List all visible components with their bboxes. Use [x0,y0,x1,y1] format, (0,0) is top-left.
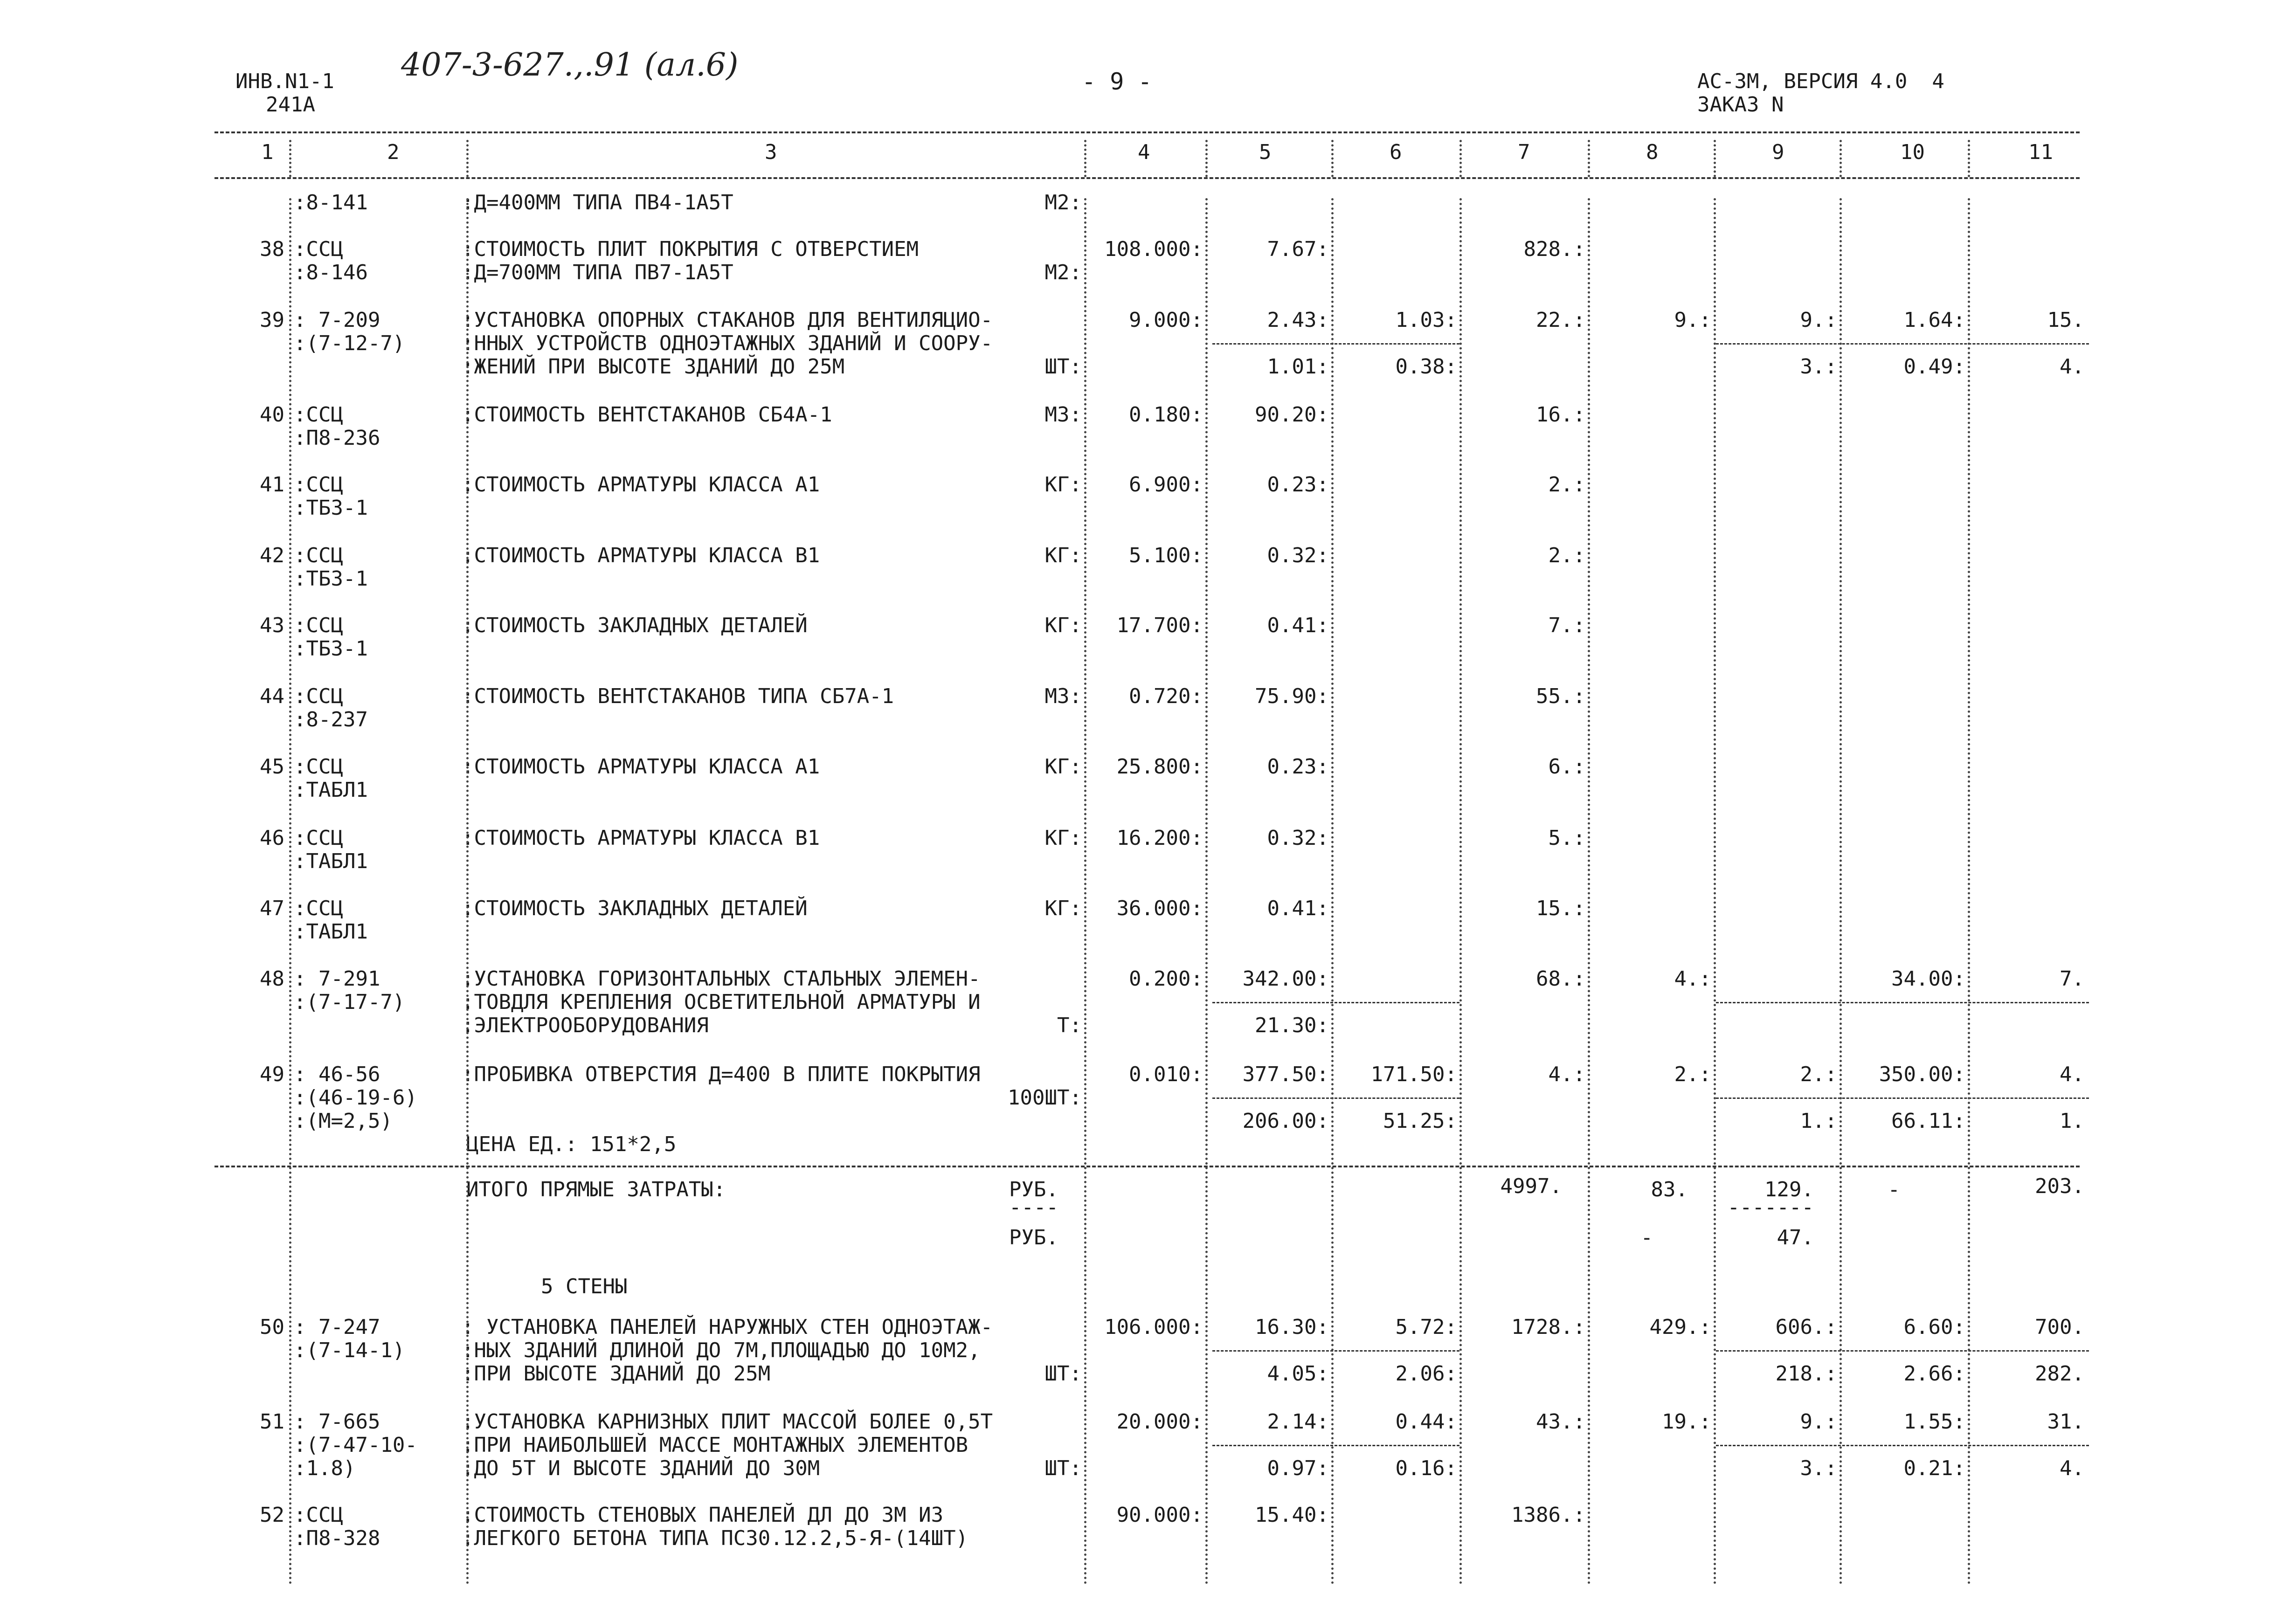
row-number: 39 [260,308,284,332]
value-v9b: 3.: [1800,1456,1837,1480]
work-description: :СТОИМОСТЬ ВЕНТСТАКАНОВ ТИПА СБ7А-1 [462,684,894,708]
value-v9: 606.: [1775,1315,1837,1339]
value-v10: 34.00: [1891,967,1965,991]
value-v5: 75.90: [1255,684,1329,708]
work-description: :УСТАНОВКА ГОРИЗОНТАЛЬНЫХ СТАЛЬНЫХ ЭЛЕМЕН- [462,967,981,991]
subtotal-rule [1212,1097,1459,1099]
value-v6: 1.03: [1395,308,1457,332]
value-qty: 25.800: [1116,755,1203,779]
value-v9b: 218.: [1775,1362,1837,1386]
norm-code: :(7-47-10- [294,1433,417,1457]
value-v5: 15.40: [1255,1503,1329,1527]
work-description: :СТОИМОСТЬ АРМАТУРЫ КЛАССА А1 [462,473,820,497]
value-v7: 6.: [1548,755,1585,779]
norm-code: : 7-291 [294,967,380,991]
norm-code: :(7-17-7) [294,990,405,1014]
unit-label: КГ: [1044,755,1082,779]
norm-code: : 7-247 [294,1315,380,1339]
unit-label: ШТ: [1044,1362,1082,1386]
value-v6b: 0.16: [1395,1456,1457,1480]
norm-code: :ТАБЛ1 [294,849,368,873]
work-description: :Д=400ММ ТИПА ПВ4-1А5Т [462,191,733,214]
column-separator [289,140,291,177]
value-v7: 1386.: [1511,1503,1585,1527]
value-v7: 5.: [1548,826,1585,850]
value-v9: 9.: [1800,308,1837,332]
norm-code: : 46-56 [294,1063,380,1086]
work-description: :ПРОБИВКА ОТВЕРСТИЯ Д=400 В ПЛИТЕ ПОКРЫТИЯ [462,1063,981,1086]
unit-price-note: ЦЕНА ЕД.: 151*2,5 [466,1132,677,1156]
work-description: :УСТАНОВКА КАРНИЗНЫХ ПЛИТ МАССОЙ БОЛЕЕ 0,5Т [462,1410,993,1434]
value-v11b: 4. [2060,355,2084,379]
value-v7: 2.: [1548,544,1585,567]
value-v7: 1728.: [1511,1315,1585,1339]
column-number: 7 [1518,140,1530,164]
work-description: :ЭЛЕКТРООБОРУДОВАНИЯ [462,1014,709,1037]
work-description: :СТОИМОСТЬ АРМАТУРЫ КЛАССА В1 [462,544,820,567]
unit-label: КГ: [1044,544,1082,567]
norm-code: :ТБ3-1 [294,567,368,591]
value-v7: 4.: [1548,1063,1585,1086]
unit-label: Т: [1057,1014,1082,1037]
unit-label: КГ: [1044,473,1082,497]
column-separator [466,198,469,1585]
column-number: 6 [1390,140,1402,164]
subtotal-rule [1212,343,1459,345]
value-v5: 0.32: [1267,826,1329,850]
subtotal-rule [1716,1097,2089,1099]
value-v9: 9.: [1800,1410,1837,1434]
norm-code: :(7-12-7) [294,331,405,355]
value-v10: 350.00: [1879,1063,1965,1086]
value-v11b: 4. [2060,1456,2084,1480]
value-qty: 0.720: [1129,684,1203,708]
column-separator [1840,198,1842,1585]
column-separator [289,198,291,1585]
column-number: 3 [765,140,777,164]
value-v6b: 0.38: [1395,355,1457,379]
value-qty: 20.000: [1116,1410,1203,1434]
unit-label: М2: [1044,261,1082,284]
subtotal-rule [1212,1445,1459,1446]
norm-code: :(М=2,5) [294,1109,393,1133]
header-rule-bottom [214,177,2080,179]
value-v10b: 66.11: [1891,1109,1965,1133]
norm-code: :ТБ3-1 [294,496,368,520]
subtotal-rule [1716,1445,2089,1446]
unit-label: КГ: [1044,614,1082,637]
totals-v11: 203. [2035,1174,2084,1198]
totals-currency: РУБ. [1009,1178,1058,1201]
value-v5: 0.41: [1267,614,1329,637]
value-v5: 0.41: [1267,897,1329,920]
row-number: 47 [260,897,284,920]
value-v6: 171.50: [1370,1063,1457,1086]
header-rule-top [214,131,2080,133]
value-v8: 2.: [1674,1063,1711,1086]
column-number: 5 [1259,140,1272,164]
work-description: :СТОИМОСТЬ АРМАТУРЫ КЛАССА В1 [462,826,820,850]
subtotal-rule [1212,1002,1459,1003]
value-qty: 0.200: [1129,967,1203,991]
value-qty: 16.200: [1116,826,1203,850]
work-description: :НЫХ ЗДАНИЙ ДЛИНОЙ ДО 7М,ПЛОЩАДЬЮ ДО 10М2, [462,1339,981,1362]
unit-label: ШТ: [1044,1456,1082,1480]
totals-v8b: - [1640,1226,1653,1249]
value-qty: 106.000: [1104,1315,1203,1339]
inventory-number: ИНВ.N1-1 [235,69,334,93]
value-v11: 31. [2047,1410,2084,1434]
norm-code: :ТАБЛ1 [294,778,368,802]
value-v6b: 51.25: [1383,1109,1457,1133]
column-number: 1 [261,140,274,164]
row-number: 41 [260,473,284,497]
work-description: : УСТАНОВКА ПАНЕЛЕЙ НАРУЖНЫХ СТЕН ОДНОЭТАЖ- [462,1315,993,1339]
column-separator [1331,198,1334,1585]
value-qty: 9.000: [1129,308,1203,332]
norm-code: :ССЦ [294,237,343,261]
column-number: 11 [2028,140,2053,164]
norm-code: :ССЦ [294,1503,343,1527]
row-number: 42 [260,544,284,567]
value-v10b: 2.66: [1903,1362,1965,1386]
work-description: :ДО 5Т И ВЫСОТЕ ЗДАНИЙ ДО 30М [462,1456,820,1480]
norm-code: :П8-236 [294,426,380,450]
work-description: :СТОИМОСТЬ ВЕНТСТАКАНОВ СБ4А-1 [462,403,832,427]
value-v10: 1.55: [1903,1410,1965,1434]
column-separator [1084,140,1086,177]
value-v5b: 0.97: [1267,1456,1329,1480]
norm-code: : 7-665 [294,1410,380,1434]
work-description: :ТОВДЛЯ КРЕПЛЕНИЯ ОСВЕТИТЕЛЬНОЙ АРМАТУРЫ И [462,990,981,1014]
work-description: :Д=700ММ ТИПА ПВ7-1А5Т [462,261,733,284]
totals-v9: 129. [1764,1178,1814,1201]
column-separator [1714,140,1716,177]
norm-code: :ССЦ [294,544,343,567]
norm-code: :П8-328 [294,1526,380,1550]
row-number: 46 [260,826,284,850]
norm-code: :8-237 [294,708,368,732]
norm-code: :ССЦ [294,614,343,637]
value-v5: 0.23: [1267,755,1329,779]
value-v7: 15.: [1536,897,1585,920]
norm-code: :ССЦ [294,897,343,920]
handwritten-note: 407-3-627.,.91 (ал.6) [401,47,739,83]
value-v10b: 0.49: [1903,355,1965,379]
value-qty: 5.100: [1129,544,1203,567]
row-number: 49 [260,1063,284,1086]
value-v7: 68.: [1536,967,1585,991]
value-v9: 2.: [1800,1063,1837,1086]
value-qty: 90.000: [1116,1503,1203,1527]
column-separator [1205,198,1208,1585]
column-separator [1968,140,1970,177]
work-description: :ПРИ ВЫСОТЕ ЗДАНИЙ ДО 25М [462,1362,771,1386]
work-description: :ЖЕНИЙ ПРИ ВЫСОТЕ ЗДАНИЙ ДО 25М [462,355,845,379]
inventory-sub: 241A [266,93,315,117]
norm-code: :(46-19-6) [294,1086,417,1110]
row-number: 43 [260,614,284,637]
column-separator [1588,198,1590,1585]
totals-label: ИТОГО ПРЯМЫЕ ЗАТРАТЫ: [466,1178,726,1201]
value-v11: 15. [2047,308,2084,332]
value-v11: 4. [2060,1063,2084,1086]
totals-currency-dash: ---- [1009,1195,1058,1219]
subtotal-rule [1716,1002,2089,1003]
version-label: АС-3М, ВЕРСИЯ 4.0 4 [1697,69,1944,93]
norm-code: :ССЦ [294,826,343,850]
value-qty: 108.000: [1104,237,1203,261]
value-v11: 7. [2060,967,2084,991]
value-v7: 55.: [1536,684,1585,708]
value-v7: 22.: [1536,308,1585,332]
column-number: 2 [387,140,400,164]
order-label: ЗАКАЗ N [1697,93,1784,117]
value-v9b: 3.: [1800,355,1837,379]
value-v5: 342.00: [1242,967,1329,991]
norm-code: : 7-209 [294,308,380,332]
value-v8: 9.: [1674,308,1711,332]
column-separator [1331,140,1334,177]
value-v5: 90.20: [1255,403,1329,427]
norm-code: :(7-14-1) [294,1339,405,1362]
value-v10: 6.60: [1903,1315,1965,1339]
column-separator [1459,198,1462,1585]
value-v7: 828.: [1523,237,1585,261]
value-v9b: 1.: [1800,1109,1837,1133]
unit-label: М2: [1044,191,1082,214]
norm-code: :1.8) [294,1456,356,1480]
value-v5b: 1.01: [1267,355,1329,379]
row-number: 45 [260,755,284,779]
value-v10: 1.64: [1903,308,1965,332]
work-description: :СТОИМОСТЬ АРМАТУРЫ КЛАССА А1 [462,755,820,779]
work-description: :СТОИМОСТЬ ЗАКЛАДНЫХ ДЕТАЛЕЙ [462,614,808,637]
value-v11b: 1. [2060,1109,2084,1133]
norm-code: :8-146 [294,261,368,284]
value-v7: 7.: [1548,614,1585,637]
value-v5: 2.43: [1267,308,1329,332]
column-separator [1459,140,1462,177]
column-number: 9 [1772,140,1784,164]
subtotal-rule [1212,1350,1459,1352]
column-number: 8 [1646,140,1659,164]
value-v6: 5.72: [1395,1315,1457,1339]
unit-label: КГ: [1044,897,1082,920]
value-v8: 19.: [1662,1410,1711,1434]
value-v5: 2.14: [1267,1410,1329,1434]
work-description: :СТОИМОСТЬ ЗАКЛАДНЫХ ДЕТАЛЕЙ [462,897,808,920]
work-description: :СТОИМОСТЬ СТЕНОВЫХ ПАНЕЛЕЙ ДЛ ДО 3М ИЗ [462,1503,944,1527]
value-v5b: 21.30: [1255,1014,1329,1037]
column-number: 10 [1900,140,1925,164]
section-title: 5 СТЕНЫ [541,1275,628,1298]
column-separator [1714,198,1716,1585]
column-separator [1588,140,1590,177]
work-description: :ЛЕГКОГО БЕТОНА ТИПА ПС30.12.2,5-Я-(14ШТ) [462,1526,968,1550]
value-v7: 2.: [1548,473,1585,497]
norm-code: :ТАБЛ1 [294,920,368,944]
value-v7: 16.: [1536,403,1585,427]
subtotal-rule [1716,343,2089,345]
totals-v7: 4997. [1500,1174,1562,1198]
value-v6: 0.44: [1395,1410,1457,1434]
norm-code: :8-141 [294,191,368,214]
totals-v9-dash: ------- [1727,1195,1814,1219]
unit-label: М3: [1044,684,1082,708]
row-number: 52 [260,1503,284,1527]
column-separator [1968,198,1970,1585]
work-description: :ННЫХ УСТРОЙСТВ ОДНОЭТАЖНЫХ ЗДАНИЙ И СООРУ- [462,331,993,355]
column-number: 4 [1138,140,1150,164]
row-number: 40 [260,403,284,427]
unit-label: ШТ: [1044,355,1082,379]
value-qty: 36.000: [1116,897,1203,920]
value-qty: 0.010: [1129,1063,1203,1086]
totals-currency2: РУБ. [1009,1226,1058,1249]
value-v5: 0.23: [1267,473,1329,497]
value-qty: 0.180: [1129,403,1203,427]
value-v11: 700. [2035,1315,2084,1339]
work-description: :СТОИМОСТЬ ПЛИТ ПОКРЫТИЯ С ОТВЕРСТИЕМ [462,237,919,261]
page-number: - 9 - [1082,68,1152,95]
norm-code: :ТБ3-1 [294,637,368,661]
totals-v8: 83. [1651,1178,1688,1201]
unit-label: М3: [1044,403,1082,427]
norm-code: :ССЦ [294,684,343,708]
value-qty: 17.700: [1116,614,1203,637]
value-v8: 429.: [1649,1315,1711,1339]
norm-code: :ССЦ [294,473,343,497]
value-v5b: 206.00: [1242,1109,1329,1133]
value-v5: 16.30: [1255,1315,1329,1339]
value-v10b: 0.21: [1903,1456,1965,1480]
column-separator [466,140,469,177]
row-number: 51 [260,1410,284,1434]
norm-code: :ССЦ [294,403,343,427]
unit-label: 100ШТ: [1008,1086,1082,1110]
row-number: 48 [260,967,284,991]
subtotal-rule [1716,1350,2089,1352]
norm-code: :ССЦ [294,755,343,779]
unit-label: КГ: [1044,826,1082,850]
row-number: 50 [260,1315,284,1339]
value-qty: 6.900: [1129,473,1203,497]
value-v5b: 4.05: [1267,1362,1329,1386]
value-v8: 4.: [1674,967,1711,991]
value-v5: 377.50: [1242,1063,1329,1086]
value-v7: 43.: [1536,1410,1585,1434]
work-description: :ПРИ НАИБОЛЬШЕЙ МАССЕ МОНТАЖНЫХ ЭЛЕМЕНТОВ [462,1433,968,1457]
value-v6b: 2.06: [1395,1362,1457,1386]
work-description: :УСТАНОВКА ОПОРНЫХ СТАКАНОВ ДЛЯ ВЕНТИЛЯЦИО- [462,308,993,332]
column-separator [1840,140,1842,177]
value-v5: 0.32: [1267,544,1329,567]
value-v5: 7.67: [1267,237,1329,261]
totals-rule [214,1166,2080,1167]
row-number: 44 [260,684,284,708]
totals-v9b: 47. [1777,1226,1814,1249]
column-separator [1084,198,1086,1585]
totals-v10: - [1888,1178,1900,1201]
column-separator [1205,140,1208,177]
row-number: 38 [260,237,284,261]
value-v11b: 282. [2035,1362,2084,1386]
